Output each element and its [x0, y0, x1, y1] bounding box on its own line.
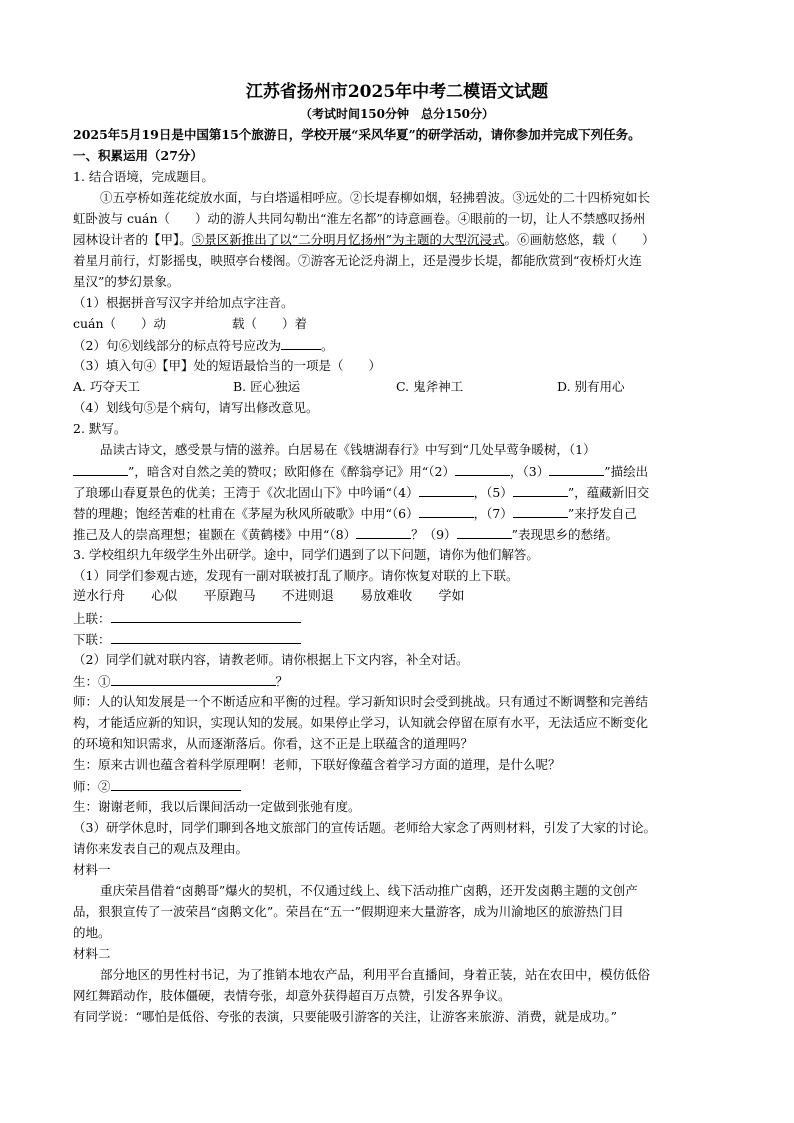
q2-line: 品读古诗文，感受景与情的滋养。白居易在《钱塘湖春行》中写到“几处早莺争暖树，（1） [100, 442, 596, 457]
answer-blank[interactable] [419, 505, 474, 518]
exam-info: （考试时间150分钟 总分150分） [299, 107, 495, 121]
couplet-word: 易放难收 [360, 589, 413, 604]
couplet-word: 心似 [151, 589, 178, 604]
material-label: 材料一 [73, 862, 111, 877]
material-label: 材料二 [73, 946, 111, 961]
material-text: 网红舞蹈动作，肢体僵硬，表情夸张，却意外获得超百万点赞，引发各界争议。 [73, 988, 511, 1003]
lower-couplet-row [73, 631, 301, 648]
intro-text: 2025年5月19日是中国第15个旅游日，学校开展“采风华夏”的研学活动，请你参加并完成下列任务。 [73, 127, 641, 142]
q2-text: ”来抒发自己 [567, 506, 637, 521]
option-a[interactable]: A. 巧夺天工 [73, 379, 140, 394]
q1-sub3: （3）填入句④【甲】处的短语最恰当的一项是（ ） [73, 358, 381, 373]
lower-couplet-blank[interactable] [111, 631, 301, 644]
option-b[interactable]: B. 匠心独运 [233, 379, 301, 394]
upper-couplet-label: 上联： [73, 611, 111, 626]
q2-text: ，（5） [473, 485, 513, 500]
answer-blank[interactable] [281, 337, 321, 350]
q2-text: 了琅琊山春夏景色的优美；王湾于《次北固山下》中吟诵“（4） [73, 485, 419, 500]
q1-passage-text: 园林设计者的【甲】。 [73, 232, 192, 247]
dialogue-line: 师：人的认知发展是一个不断适应和平衡的过程。学习新知识时会受到挑战。只有通过不断调整和完善结 [73, 694, 649, 709]
q2-heading: 2. 默写。 [73, 421, 127, 436]
q2-line [73, 484, 649, 501]
option-c[interactable]: C. 鬼斧神工 [396, 379, 464, 394]
q2-line [73, 463, 648, 480]
dialogue-line: 的环境和知识需求，从而逐渐落后。你看，这不正是上联蕴含的道理吗？ [73, 736, 474, 751]
q3-sub3: 请你来发表自己的观点及理由。 [73, 841, 249, 856]
answer-blank[interactable] [455, 463, 510, 476]
q2-text: ？（9） [411, 527, 457, 542]
answer-blank[interactable] [111, 673, 276, 686]
couplet-word: 不进则退 [281, 589, 334, 604]
couplet-words [73, 589, 465, 605]
q2-text: 推己及人的崇高理想；崔颢在《黄鹤楼》中用“（8） [73, 527, 357, 542]
answer-blank[interactable] [356, 526, 411, 539]
q2-text: ”，暗含对自然之美的赞叹；欧阳修在《醉翁亭记》用“（2） [128, 464, 455, 479]
q1-sub4: （4）划线句⑤是个病句，请写出修改意见。 [73, 400, 319, 415]
dialogue-text: 生：① [73, 674, 111, 689]
dialogue-text: ？ [275, 674, 289, 689]
answer-blank[interactable] [513, 505, 568, 518]
q2-text: ，（3） [510, 464, 550, 479]
q2-line [73, 526, 618, 543]
q1-passage-line: ①五亭桥如莲花绽放水面，与白塔遥相呼应。②长堤春柳如烟，轻拂碧波。③远处的二十四桥宛如长 [100, 190, 651, 205]
q2-text: ”表现思乡的愁绪。 [511, 527, 618, 542]
dialogue-line: 生：谢谢老师，我以后课间活动一定做到张弛有度。 [73, 799, 361, 814]
answer-blank[interactable] [457, 526, 512, 539]
material-text: 重庆荣昌借着“卤鹅哥”爆火的契机，不仅通过线上、线下活动推广卤鹅，还开发卤鹅主题的文创产 [100, 883, 638, 898]
dialogue-line [73, 778, 241, 795]
couplet-word: 逆水行舟 [73, 589, 126, 604]
dialogue-line: 构，才能适应新的知识，实现认知的发展。如果停止学习，认知就会停留在原有水平，无法适应不断变化 [73, 715, 649, 730]
q1-sub1-blank-a[interactable]: cuán（ ）动 [73, 316, 167, 331]
q1-passage-line: 虹卧波与 cuán（ ）动的游人共同勾勒出“淮左名都”的诗意画卷。④眼前的一切，让人不禁感叹扬州 [73, 211, 646, 226]
upper-couplet-row [73, 610, 301, 627]
upper-couplet-blank[interactable] [111, 610, 301, 623]
answer-blank[interactable] [513, 484, 568, 497]
dialogue-text: 师：② [73, 779, 111, 794]
q1-passage-line: 着星月前行，灯影摇曳，映照亭台楼阁。⑦游客无论泛舟湖上，还是漫步长堤，都能欣赏到“夜桥灯火连 [73, 253, 642, 268]
q3-sub2: （2）同学们就对联内容，请教老师。请你根据上下文内容，补全对话。 [73, 652, 469, 667]
section-heading: 一、积累运用（27分） [73, 148, 203, 163]
answer-blank[interactable] [549, 463, 604, 476]
option-d[interactable]: D. 别有用心 [557, 379, 625, 394]
q1-passage-text: 。⑥画舫悠悠，载（ ） [504, 232, 655, 247]
student-opinion: 有同学说：“哪怕是低俗、夸张的表演，只要能吸引游客的关注，让游客来旅游、消费，就是成功。” [73, 1009, 618, 1024]
material-text: 的地。 [73, 925, 111, 940]
q3-sub1: （1）同学们参观古迹，发现有一副对联被打乱了顺序。请你恢复对联的上下联。 [73, 568, 519, 583]
q3-sub3: （3）研学休息时，同学们聊到各地文旅部门的宣传话题。老师给大家念了两则材料，引发了大家的讨论。 [73, 820, 656, 835]
couplet-word: 平原跑马 [203, 589, 256, 604]
answer-blank[interactable] [73, 463, 128, 476]
q1-sub1-blank-b[interactable]: 载（ ）着 [232, 316, 308, 331]
underlined-sentence: ⑤景区新推出了以“二分明月忆扬州”为主题的大型沉浸式 [191, 232, 505, 247]
q2-text: 替的理趣；饱经苦难的杜甫在《茅屋为秋风所破歌》中用“（6） [73, 506, 419, 521]
q1-sub2 [73, 337, 333, 354]
dialogue-line [73, 673, 288, 690]
q2-text: ”描绘出 [604, 464, 649, 479]
q1-sub2-end: 。 [320, 338, 334, 353]
lower-couplet-label: 下联： [73, 632, 111, 647]
q3-heading: 3. 学校组织九年级学生外出研学。途中，同学们遇到了以下问题，请你为他们解答。 [73, 547, 539, 562]
q1-passage-line: 星汉”的梦幻景象。 [73, 274, 180, 289]
material-text: 品，狠狠宣传了一波荣昌“卤鹅文化”。荣昌在“五一”假期迎来大量游客，成为川渝地区的旅游热门目 [73, 904, 624, 919]
q2-text: ，（7） [473, 506, 513, 521]
couplet-word: 学如 [438, 589, 465, 604]
q2-text: ”，蕴藏新旧交 [567, 485, 650, 500]
q1-sub2-text: （2）句⑥划线部分的标点符号应改为 [73, 338, 281, 353]
answer-blank[interactable] [111, 778, 241, 791]
page-title: 江苏省扬州市2025年中考二模语文试题 [245, 82, 549, 102]
q1-heading: 1. 结合语境，完成题目。 [73, 169, 214, 184]
material-text: 部分地区的男性村书记，为了推销本地农产品，利用平台直播间，身着正装，站在农田中，模仿低俗 [100, 967, 651, 982]
q1-sub1: （1）根据拼音写汉字并给加点字注音。 [73, 295, 294, 310]
q2-line [73, 505, 637, 522]
answer-blank[interactable] [419, 484, 474, 497]
q1-passage-line [73, 232, 655, 248]
dialogue-line: 生：原来古训也蕴含着科学原理啊！老师，下联好像蕴含着学习方面的道理，是什么呢？ [73, 757, 561, 772]
